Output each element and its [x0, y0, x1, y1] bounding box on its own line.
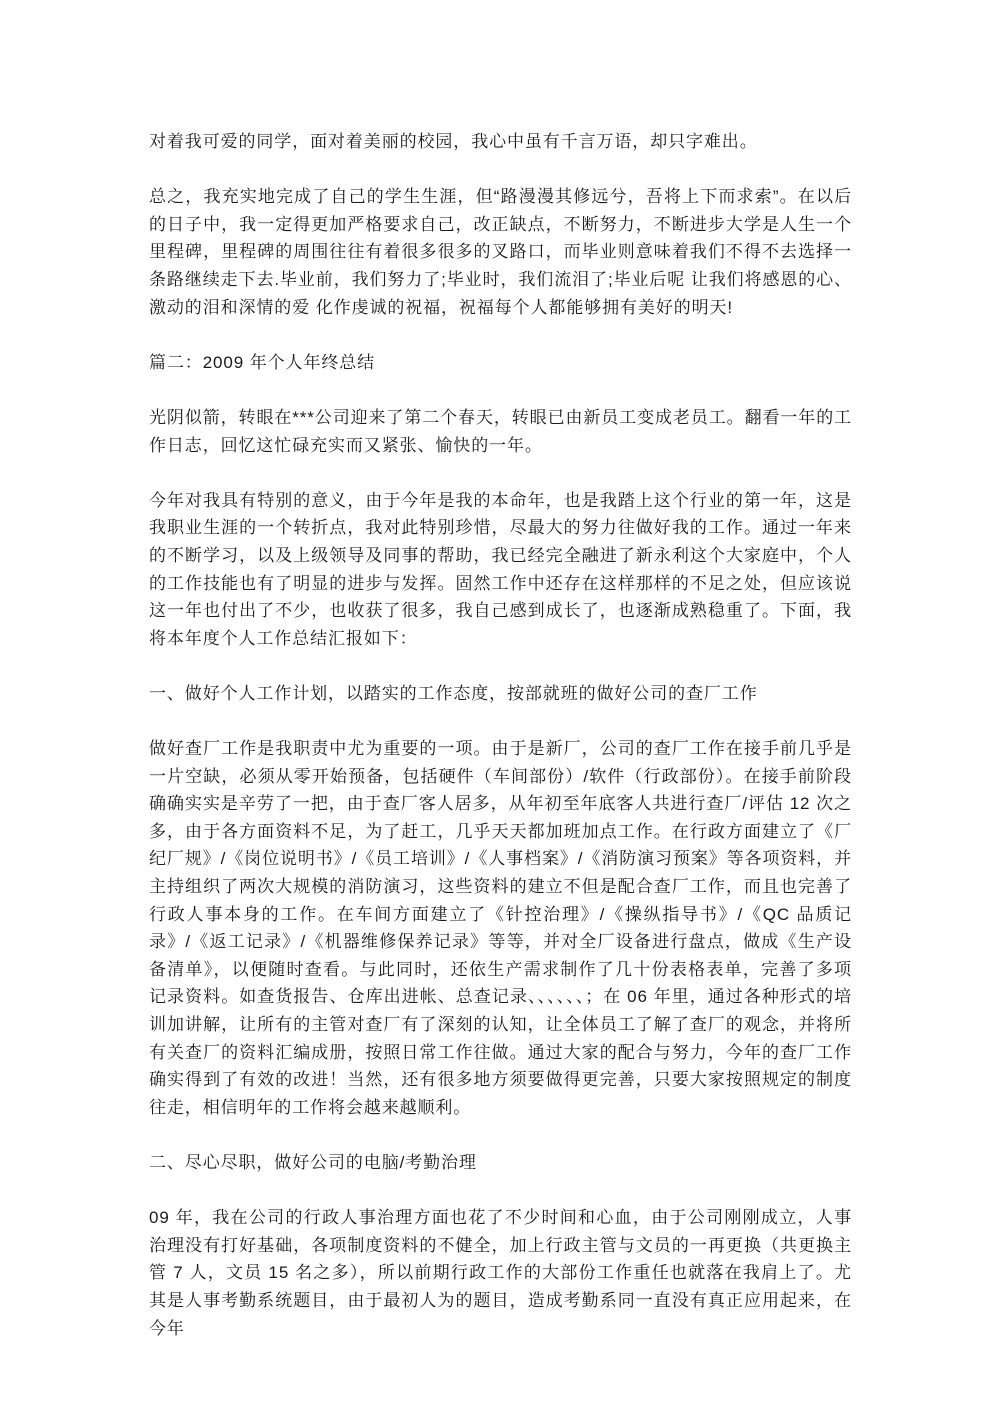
paragraph-year-significance: 今年对我具有特别的意义，由于今年是我的本命年，也是我踏上这个行业的第一年，这是我职业生涯的一个转折点，我对此特别珍惜，尽最大的努力往做好我的工作。通过一年来的不断学习，以及上级领导及同事的帮助，我已经完全融进了新永利这个大家庭中，个人的工作技能也有了明显的进步与发挥。固然工作中还存在这样那样的不足之处，但应该说这一年也付出了不少，也收获了很多，我自己感到成长了，也逐渐成熟稳重了。下面，我将本年度个人工作总结汇报如下： — [149, 490, 852, 648]
section-heading-item1-factory-audit: 一、做好个人工作计划，以踏实的工作态度，按部就班的做好公司的查厂工作 — [149, 683, 758, 703]
paragraph-factory-audit-work: 做好查厂工作是我职责中尤为重要的一项。由于是新厂，公司的查厂工作在接手前几乎是一片空缺，必须从零开始预备，包括硬件（车间部份）/软件（行政部份）。在接手前阶段确确实实是辛劳了一把，由于查厂客人居多，从年初至年底客人共进行查厂/评估 12 次之多，由于各方面资料不足，为了赶工，几乎天天都加班加点工作。在行政方面建立了《厂纪厂规》/《岗位说明书》/《员工培训》/《人事档案》/《消防演习预案》等各项资料，并主持组织了两次大规模的消防演习，这些资料的建立不但是配合查厂工作，而且也完善了行政人事本身的工作。在车间方面建立了《针控治理》/《操纵指导书》/《QC 品质记录》/《返工记录》/《机器维修保养记录》等等，并对全厂设备进行盘点，做成《生产设备清单》，以便随时查看。与此同时，还依生产需求制作了几十份表格表单，完善了多项记录资料。如查货报告、仓库出进帐、总查记录、、、、、、；在 06 年里，通过各种形式的培训加讲解，让所有的主管对查厂有了深刻的认知，让全体员工了解了查厂的观念，并将所有关查厂的资料汇编成册，按照日常工作往做。通过大家的配合与努力，今年的查厂工作确实得到了有效的改进！当然，还有很多地方须要做得更完善，只要大家按照规定的制度往走，相信明年的工作将会越来越顺利。 — [149, 739, 852, 1117]
paragraph-intro-time-flies: 光阴似箭，转眼在***公司迎来了第二个春天，转眼已由新员工变成老员工。翻看一年的工作日志，回忆这忙碌充实而又紧张、愉快的一年。 — [149, 407, 852, 455]
paragraph-admin-hr-work: 09 年，我在公司的行政人事治理方面也花了不少时间和心血，由于公司刚刚成立，人事治理没有打好基础，各项制度资料的不健全，加上行政主管与文员的一再更换（共更换主管 7 人，文员 15 名之多），所以前期行政工作的大部份工作重任也就落在我肩上了。尤其是人事考勤系统题目，由于最初人为的题目，造成考勤系同一直没有真正应用起来，在今年 — [149, 1208, 852, 1338]
paragraph-graduation-feeling: 对着我可爱的同学，面对着美丽的校园，我心中虽有千言万语，却只字难出。 — [149, 132, 758, 151]
section-heading-item2-computer-attendance: 二、尽心尽职，做好公司的电脑/考勤治理 — [149, 1152, 477, 1172]
section-heading-part2: 篇二：2009 年个人年终总结 — [149, 352, 376, 372]
paragraph-graduation-summary: 总之，我充实地完成了自己的学生生涯，但“路漫漫其修远兮，吾将上下而求索”。在以后的日子中，我一定得更加严格要求自己，改正缺点，不断努力，不断进步大学是人生一个里程碑，里程碑的周围往往有着很多很多的叉路口，而毕业则意味着我们不得不去选择一条路继续走下去.毕业前，我们努力了;毕业时，我们流泪了;毕业后呢 让我们将感恩的心、激动的泪和深情的爱 化作虔诚的祝福，祝福每个人都能够拥有美好的明天! — [149, 187, 852, 317]
